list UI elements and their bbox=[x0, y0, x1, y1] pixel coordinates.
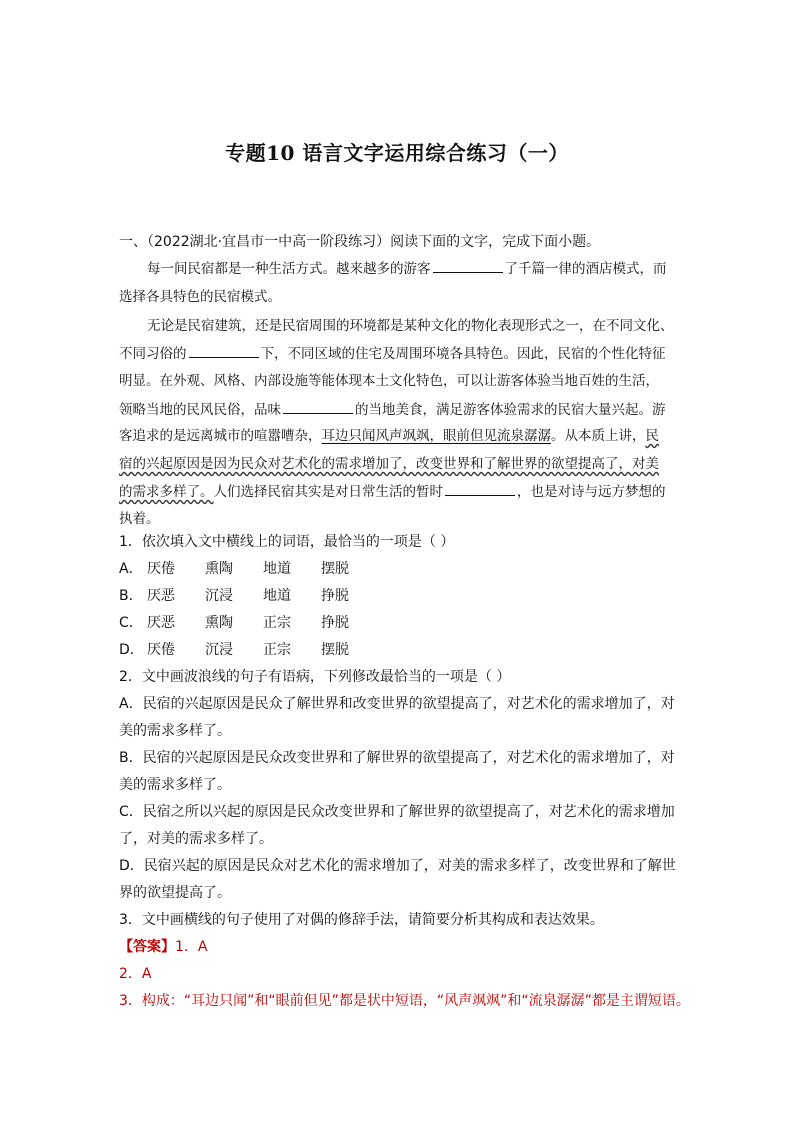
q1-option-a: A． 厌倦 熏陶 地道 摆脱 bbox=[119, 561, 349, 577]
passage-line: 每一间民宿都是一种生活方式。越来越多的游客 了千篇一律的酒店模式，而 bbox=[147, 258, 667, 279]
q1-option-b: B． 厌恶 沉浸 地道 挣脱 bbox=[119, 588, 349, 604]
wavy-sentence: 民 bbox=[645, 428, 659, 444]
page-title: 专题10 语言文字运用综合练习（一） bbox=[225, 141, 569, 165]
q2-option-c-line: 了，对美的需求多样了。 bbox=[119, 831, 273, 847]
passage-line: 客追求的是远离城市的喧嚣嘈杂，耳边只闻风声飒飒，眼前但见流泉潺潺。从本质上讲，民 bbox=[119, 428, 659, 444]
fill-blank bbox=[283, 399, 353, 414]
section-heading: 一、（2022湖北·宜昌市一中高一阶段练习）阅读下面的文字，完成下面小题。 bbox=[119, 234, 601, 250]
answer-line-2: 2．A bbox=[119, 966, 152, 982]
answer-line-3: 3．构成：“耳边只闻”和“眼前但见”都是状中短语，“风声飒飒”和“流泉潺潺”都是主谓短语。 bbox=[119, 993, 690, 1009]
question-2-stem: 2．文中画波浪线的句子有语病，下列修改最恰当的一项是（ ） bbox=[119, 669, 511, 685]
fill-blank bbox=[445, 481, 515, 496]
q2-option-d-line: 界的欲望提高了。 bbox=[119, 885, 231, 901]
q2-option-c-line: C．民宿之所以兴起的原因是民众改变世界和了解世界的欲望提高了，对艺术化的需求增加 bbox=[119, 804, 675, 820]
wavy-sentence: 宿的兴起原因是因为民众对艺术化的需求增加了，改变世界和了解世界的欲望提高了，对美 bbox=[119, 456, 659, 472]
fill-blank bbox=[189, 343, 259, 358]
answer-line-1: 【答案】1．A bbox=[119, 939, 208, 955]
passage-line: 的需求多样了。人们选择民宿其实是对日常生活的暂时 ，也是对诗与远方梦想的 bbox=[119, 481, 666, 502]
passage-line: 领略当地的民风民俗，品味 的当地美食，满足游客体验需求的民宿大量兴起。游 bbox=[119, 399, 666, 420]
q1-option-c: C． 厌恶 熏陶 正宗 挣脱 bbox=[119, 615, 349, 631]
passage-line: 选择各具特色的民宿模式。 bbox=[119, 289, 281, 305]
passage-line: 不同习俗的 下，不同区域的住宅及周围环境各具特色。因此，民宿的个性化特征 bbox=[119, 343, 666, 364]
passage-line: 无论是民宿建筑，还是民宿周围的环境都是某种文化的物化表现形式之一，在不同文化、 bbox=[147, 318, 674, 334]
q2-option-b-line: B．民宿的兴起原因是民众改变世界和了解世界的欲望提高了，对艺术化的需求增加了，对 bbox=[119, 750, 675, 766]
q2-option-b-line: 美的需求多样了。 bbox=[119, 777, 231, 793]
answer-tag: 【答案】 bbox=[119, 939, 175, 955]
q1-option-d: D． 厌倦 沉浸 正宗 摆脱 bbox=[119, 642, 349, 658]
question-1-stem: 1．依次填入文中横线上的词语，最恰当的一项是（ ） bbox=[119, 534, 455, 550]
q2-option-a-line: 美的需求多样了。 bbox=[119, 723, 231, 739]
passage-line: 明显。在外观、风格、内部设施等能体现本土文化特色，可以让游客体验当地百姓的生活， bbox=[119, 373, 659, 389]
fill-blank bbox=[433, 258, 503, 273]
passage-line: 执着。 bbox=[119, 511, 160, 527]
question-3-stem: 3．文中画横线的句子使用了对偶的修辞手法，请简要分析其构成和表达效果。 bbox=[119, 912, 604, 928]
passage-line bbox=[119, 454, 659, 474]
wavy-sentence: 的需求多样了。 bbox=[119, 484, 214, 500]
underlined-sentence: 耳边只闻风声飒飒，眼前但见流泉潺潺 bbox=[321, 428, 551, 444]
q2-option-a-line: A．民宿的兴起原因是民众了解世界和改变世界的欲望提高了，对艺术化的需求增加了，对 bbox=[119, 696, 675, 712]
q2-option-d-line: D．民宿兴起的原因是民众对艺术化的需求增加了，对美的需求多样了，改变世界和了解世 bbox=[119, 858, 676, 874]
